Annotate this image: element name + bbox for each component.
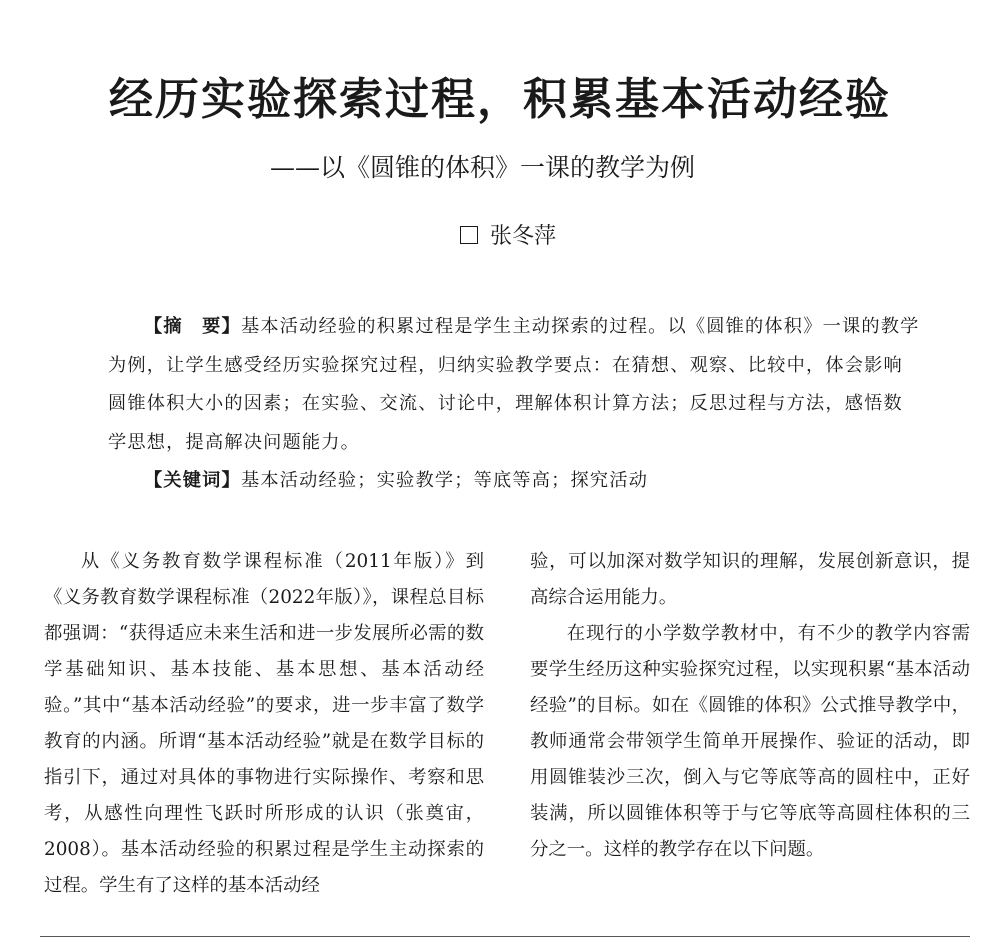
body-paragraph-continuation: 验，可以加深对数学知识的理解，发展创新意识，提高综合运用能力。: [530, 551, 970, 608]
article-title: 经历实验探索过程，积累基本活动经验: [109, 74, 891, 125]
keywords-text: 基本活动经验；实验教学；等底等高；探究活动: [240, 470, 649, 491]
abstract-label: 【摘 要】: [144, 316, 241, 337]
body-column-left: [44, 544, 484, 904]
keywords-paragraph: [108, 462, 920, 501]
body-column-right: [530, 544, 970, 868]
abstract-text: 基本活动经验的积累过程是学生主动探索的过程。以《圆锥的体积》一课的教学为例，让学生感受经历实验探究过程，归纳实验教学要点：在猜想、观察、比较中，体会影响圆锥体积大小的因素；在实验、交流、讨论中，理解体积计算方法；反思过程与方法，感悟数学思想，提高解决问题能力。: [108, 316, 920, 453]
author-name: 张冬萍: [490, 224, 557, 249]
keywords-label: 【关键词】: [144, 470, 241, 491]
square-icon: [460, 226, 478, 244]
footer-rule: [40, 936, 970, 937]
abstract-section: [108, 308, 920, 501]
article-subtitle: ——以《圆锥的体积》一课的教学为例: [270, 153, 696, 182]
author-line: [460, 220, 556, 254]
body-paragraph: 在现行的小学数学教材中，有不少的教学内容需要学生经历这种实验探究过程，以实现积累“基本活动经验”的目标。如在《圆锥的体积》公式推导教学中，教师通常会带领学生简单开展操作、验证的活动，即用圆锥装沙三次，倒入与它等底等高的圆柱中，正好装满，所以圆锥体积等于与它等底等高圆柱体积的三分之一。这样的教学存在以下问题。: [530, 623, 970, 860]
body-paragraph: 从《义务教育数学课程标准（2011年版）》到《义务教育数学课程标准（2022年版）》，课程总目标都强调：“获得适应未来生活和进一步发展所必需的数学基础知识、基本技能、基本思想、基本活动经验。”其中“基本活动经验”的要求，进一步丰富了数学教育的内涵。所谓“基本活动经验”就是在数学目标的指引下，通过对具体的事物进行实际操作、考察和思考，从感性向理性飞跃时所形成的认识（张奠宙，2008）。基本活动经验的积累过程是学生主动探索的过程。学生有了这样的基本活动经: [44, 551, 484, 896]
abstract-paragraph: [108, 308, 920, 462]
